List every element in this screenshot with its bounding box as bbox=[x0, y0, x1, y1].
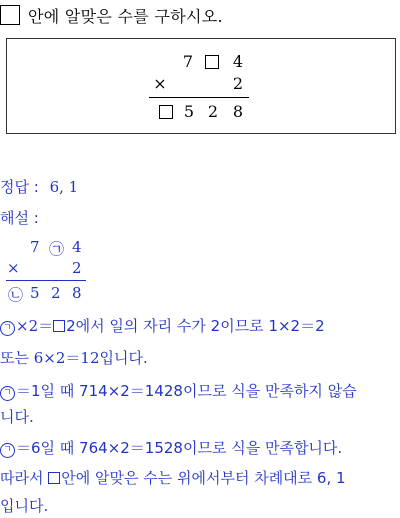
explanation-text: 안에 알맞은 수는 위에서부터 차례대로 6, 1 bbox=[61, 469, 346, 487]
explanation-line-3 bbox=[0, 381, 357, 401]
work-multiply-sign: × bbox=[7, 259, 20, 277]
explanation-text: ＝1일 때 714×2＝1428이므로 식을 만족하지 않습 bbox=[16, 382, 357, 400]
explanation-text: 따라서 bbox=[0, 469, 49, 487]
blank-square-icon bbox=[48, 472, 60, 484]
answer-line bbox=[0, 177, 78, 197]
explanation-label-line bbox=[0, 208, 39, 228]
answer-label: 정답 : bbox=[0, 178, 39, 196]
marker-a-icon: ㄱ bbox=[0, 443, 15, 458]
product-digit-ones: 8 bbox=[232, 102, 244, 121]
explanation-line-1 bbox=[0, 316, 325, 336]
explanation-text: 2에서 일의 자리 수가 2이므로 1×2＝2 bbox=[66, 317, 325, 335]
work-digit-ones: 4 bbox=[72, 238, 82, 256]
question-title: 안에 알맞은 수를 구하시오. bbox=[28, 6, 223, 26]
blank-square-icon bbox=[53, 320, 65, 332]
explanation-line-2: 또는 6×2＝12입니다. bbox=[0, 349, 148, 367]
multiplier-digit: 2 bbox=[232, 74, 244, 93]
work-multiplier: 2 bbox=[72, 259, 82, 277]
product-digit-hundreds: 5 bbox=[183, 102, 195, 121]
marker-a-icon: ㄱ bbox=[0, 386, 15, 401]
work-marker-a: ㉠ bbox=[49, 240, 65, 258]
explanation-label: 해설 : bbox=[0, 209, 39, 227]
multiplicand-digit-hundreds: 7 bbox=[182, 52, 194, 71]
product-digit-tens: 2 bbox=[207, 102, 219, 121]
multiplicand-digit-ones: 4 bbox=[232, 52, 244, 71]
blank-tens-box bbox=[205, 55, 219, 69]
marker-a-icon: ㄱ bbox=[0, 321, 15, 336]
work-product-ones: 8 bbox=[72, 284, 82, 302]
question-header bbox=[0, 2, 223, 28]
work-digit-hundreds: 7 bbox=[30, 238, 40, 256]
work-rule bbox=[6, 280, 86, 281]
answer-value: 6, 1 bbox=[49, 178, 79, 196]
problem-box bbox=[6, 38, 396, 134]
blank-square-icon bbox=[0, 5, 20, 25]
work-product-hundreds: 5 bbox=[30, 284, 40, 302]
blank-thousands-box bbox=[159, 105, 173, 119]
work-marker-b: ㉡ bbox=[8, 286, 24, 304]
explanation-line-7: 입니다. bbox=[0, 497, 49, 515]
explanation-line-5 bbox=[0, 438, 342, 458]
explanation-line-4: 니다. bbox=[0, 408, 34, 426]
explanation-line-6 bbox=[0, 468, 346, 488]
explanation-text: ＝6일 때 764×2＝1528이므로 식을 만족합니다. bbox=[16, 439, 343, 457]
work-product-tens: 2 bbox=[51, 284, 61, 302]
multiply-sign: × bbox=[153, 74, 167, 93]
explanation-text: ×2＝ bbox=[16, 317, 54, 335]
sum-rule bbox=[149, 97, 249, 98]
